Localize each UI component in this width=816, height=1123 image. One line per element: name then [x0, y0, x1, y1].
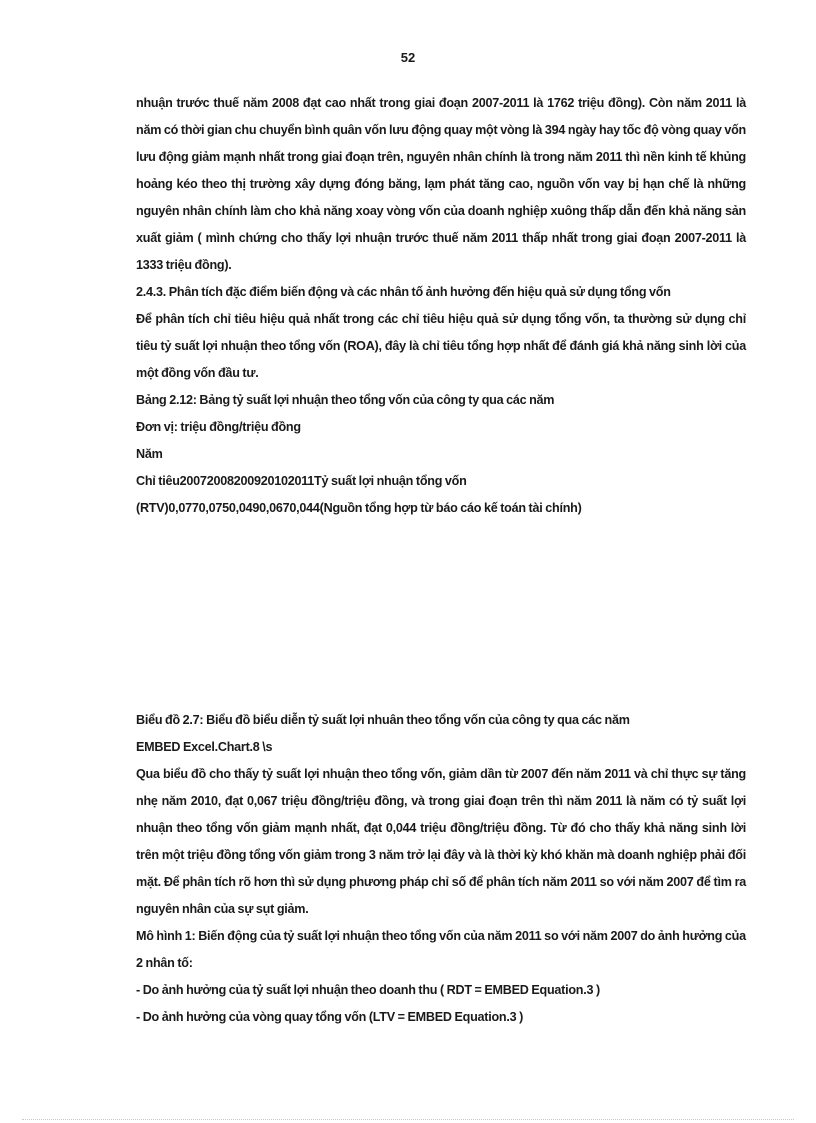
paragraph-profit-turnover: nhuận trước thuế năm 2008 đạt cao nhất trong giai đoạn 2007-2011 là 1762 triệu đồng). Còn năm 2011 là năm có thời gian chu chuyển bình quân vốn lưu động quay một vòng là 394 ngày hay tốc độ vòng quay vốn lưu động giảm mạnh nhất trong giai đoạn trên, nguyên nhân chính là trong năm 2011 thì nền kinh tế khủng hoảng kéo theo thị trường xây dựng đóng băng, lạm phát tăng cao, nguồn vốn vay bị hạn chế là những nguyên nhân chính làm cho khả năng xoay vòng vốn của doanh nghiệp xuông thấp dẫn đến khả năng sản xuất giảm ( mình chứng cho thấy lợi nhuận trước thuế năm 2011 thấp nhất trong giai đoạn 2007-2011 là 1333 triệu đồng).: [136, 96, 746, 272]
embed-field: EMBED Excel.Chart.8 \s: [136, 740, 273, 754]
unit-line: Đơn vị: triệu đồng/triệu đồng: [136, 420, 301, 434]
chart-caption: Biểu đồ 2.7: Biểu đồ biểu diễn tỷ suất lợi nhuân theo tổng vốn của công ty qua các năm: [136, 713, 630, 727]
text-block-top: [136, 90, 746, 522]
section-heading-2-4-3: 2.4.3. Phân tích đặc điểm biến động và các nhân tố ảnh hưởng đến hiệu quả sử dụng tổng vốn: [136, 285, 671, 299]
table-caption: Bảng 2.12: Bảng tỷ suất lợi nhuận theo tổng vốn của công ty qua các năm: [136, 393, 555, 407]
page-bottom-divider: [22, 1119, 794, 1120]
factor-item-rdt: - Do ảnh hưởng của tỷ suất lợi nhuận theo doanh thu ( RDT = EMBED Equation.3 ): [136, 983, 600, 997]
page-number: 52: [400, 50, 416, 65]
paragraph-roa-intro: Để phân tích chỉ tiêu hiệu quả nhất trong các chỉ tiêu hiệu quả sử dụng tổng vốn, ta thường sử dụng chỉ tiêu tỷ suất lợi nhuận theo tổng vốn (ROA), đây là chỉ tiêu tổng hợp nhất để đánh giá khả năng sinh lời của một đồng vốn đầu tư.: [136, 312, 746, 380]
table-year-label: Năm: [136, 447, 163, 461]
paragraph-chart-analysis: Qua biểu đồ cho thấy tỷ suất lợi nhuận theo tổng vốn, giảm dần từ 2007 đến năm 2011 và chỉ thực sự tăng nhẹ năm 2010, đạt 0,067 triệu đồng/triệu đồng, và trong giai đoạn trên thì năm 2011 là năm có tỷ suất lợi nhuận theo tổng vốn giảm mạnh nhất, đạt 0,044 triệu đồng/triệu đồng. Từ đó cho thấy khả năng sinh lời trên một triệu đồng tổng vốn giảm trong 3 năm trở lại đây và là thời kỳ khó khăn mà doanh nghiệp phải đối mặt. Để phân tích rõ hơn thì sử dụng phương pháp chỉ số để phân tích năm 2011 so với năm 2007 để tìm ra nguyên nhân của sự sụt giảm.: [136, 767, 746, 916]
text-block-bottom: [136, 707, 746, 1031]
table-row-header: Chỉ tiêu20072008200920102011Tỷ suất lợi nhuận tổng vốn: [136, 474, 467, 488]
factor-item-ltv: - Do ảnh hưởng của vòng quay tổng vốn (LTV = EMBED Equation.3 ): [136, 1010, 524, 1024]
model-heading: Mô hình 1: Biến động của tỷ suất lợi nhuận theo tổng vốn của năm 2011 so với năm 2007 do ảnh hưởng của 2 nhân tố:: [136, 929, 746, 970]
table-row-values: (RTV)0,0770,0750,0490,0670,044(Nguồn tổng hợp từ báo cáo kế toán tài chính): [136, 501, 582, 515]
